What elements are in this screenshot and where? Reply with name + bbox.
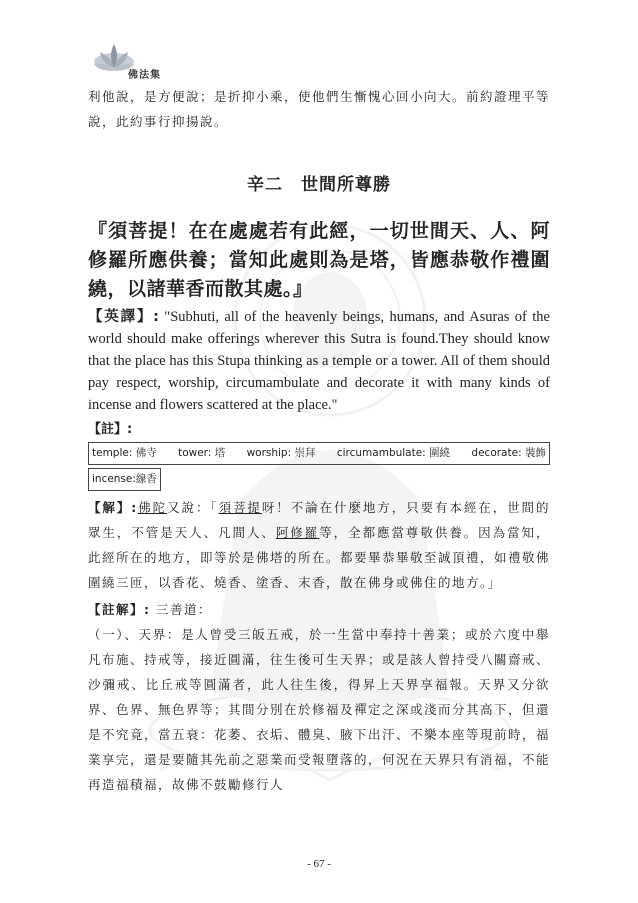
notes-label: 【註】:	[88, 422, 133, 437]
page-header	[90, 38, 210, 80]
english-translation	[88, 306, 550, 416]
vocab-decorate: decorate: 裝飾	[471, 447, 546, 459]
vocab-circumambulate: circumambulate: 圍繞	[336, 447, 451, 459]
page-number: - 67 -	[307, 858, 331, 870]
commentary-heading	[88, 597, 550, 622]
explanation-paragraph	[88, 495, 550, 595]
term-asura: 阿修羅	[275, 525, 320, 540]
vocab-incense: incense:線香	[88, 468, 161, 491]
translation-label: 【英譯】:	[88, 309, 159, 325]
commentary-body: （一）、天界：是人曾受三皈五戒，於一生當中奉持十善業；或於六度中舉凡布施、持戒等，接近圓滿，往生後可生天界；或是該人曾持受八關齋戒、沙彌戒、比丘戒等圓滿者，此人往生後，得昇上天界享福報。天界又分欲界、色界、無色界等；其間分別在於修福及禪定之深或淺而分其高下，但還是不究竟，當五衰：花萎、衣垢、體臭、腋下出汗、不樂本座等現前時，福業享完，還是要隨其先前之惡業而受報墮落的，何況在天界只有消福，不能再造福積福，故佛不鼓勵修行人	[88, 627, 551, 792]
section-heading: 辛二 世間所尊勝	[247, 175, 391, 195]
vocab-temple: temple: 佛寺	[92, 447, 157, 459]
term-buddha: 佛陀	[137, 500, 168, 515]
page-content	[88, 84, 550, 797]
explanation-text-3: 等，全都應當尊敬供養。因為當知，此經所在的地方，即等於是佛塔的所在。都要畢恭畢敬至誠頂禮，如禮敬佛圍繞三匝，以香花、燒香、塗香、末香，散在佛身或佛住的地方。」	[88, 525, 551, 590]
vocab-box	[88, 442, 550, 465]
explanation-text-1: 又說：「	[167, 500, 219, 515]
vocab-tower: tower: 塔	[178, 447, 226, 459]
explanation-label: 【解】:	[88, 500, 138, 515]
commentary-label: 【註解】:	[88, 602, 151, 617]
sutra-quote: 『須菩提！在在處處若有此經，一切世間天、人、阿修羅所應供養；當知此處則為是塔，皆應恭敬作禮圍繞，以諸華香而散其處。』	[88, 220, 550, 300]
translation-text: "Subhuti, all of the heavenly beings, humans, and Asuras of the world should make offerings wherever this Sutra is found.They should know that the place has this Stupa thinking as a temple or a tower. All of them should pay respect, worship, circumambulate and decorate it with many kinds of incense and flowers scattered at the place."	[88, 309, 550, 413]
explanation-text-2: 呀！不論在什麼地方，只要有本經在，世間的眾生，不管是天人、凡間人、	[88, 500, 550, 540]
commentary-title: 三善道：	[150, 602, 212, 617]
logo-text: 佛法集	[128, 70, 161, 81]
intro-paragraph: 利他說，是方便說；是折抑小乘，使他們生慚愧心回小向大。前約證理平等說，此約事行抑揚說。	[88, 89, 551, 129]
vocab-worship: worship: 崇拜	[246, 447, 316, 459]
term-subhuti: 須菩提	[218, 500, 262, 515]
